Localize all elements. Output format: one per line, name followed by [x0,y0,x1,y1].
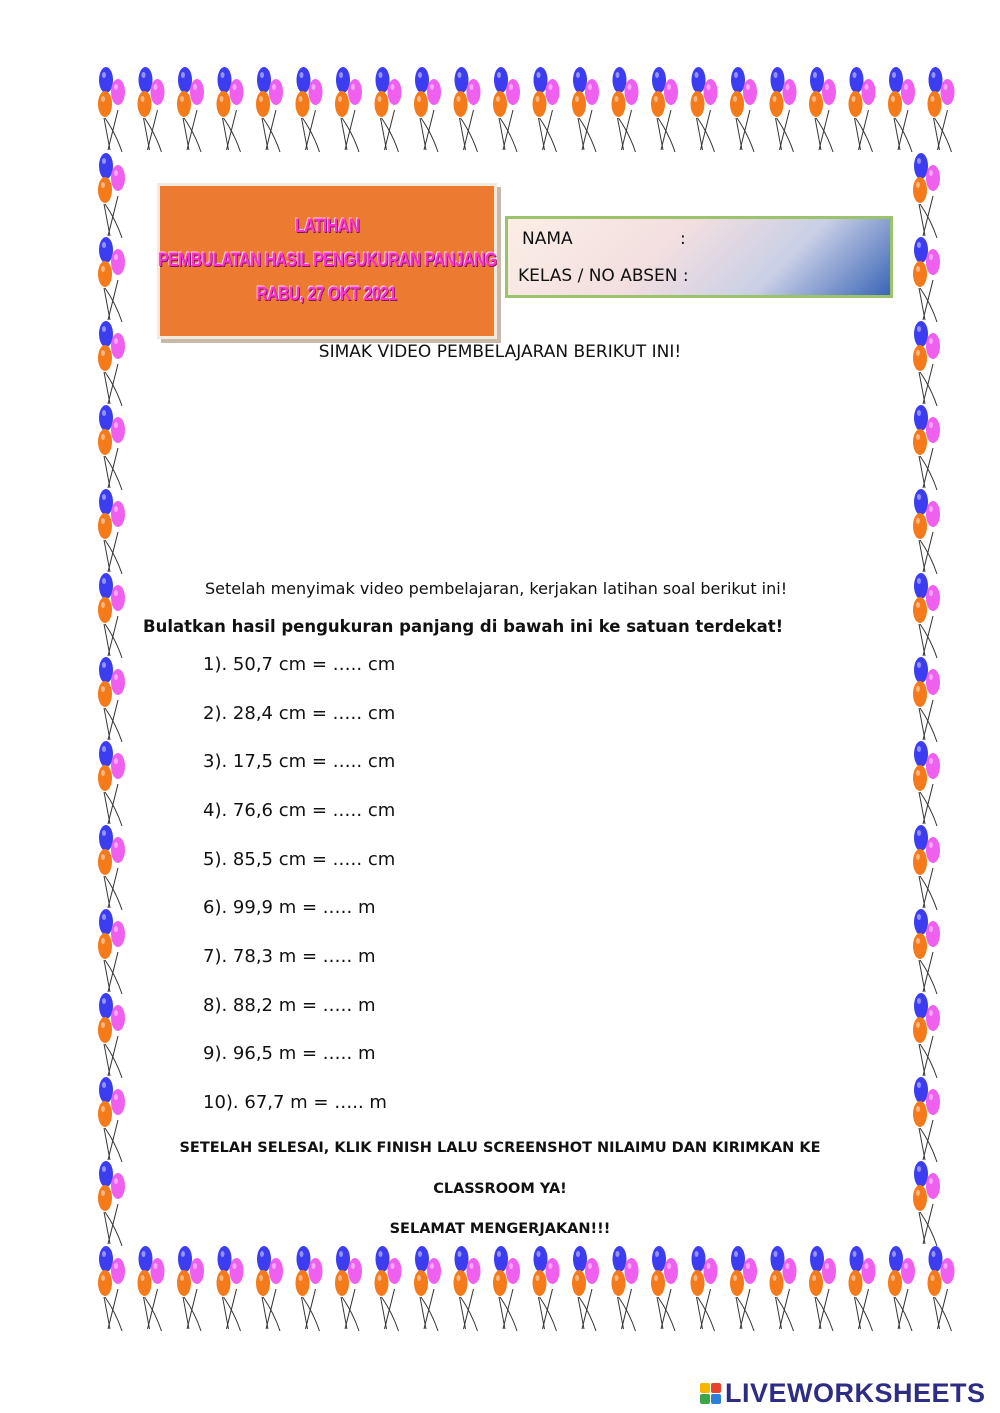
balloon-cluster [375,1246,402,1331]
balloon-cluster [533,67,560,152]
balloon-cluster [138,1246,165,1331]
balloon-cluster [913,153,940,238]
question-9: 9). 96,5 m = .…. m [203,1043,376,1064]
balloon-cluster [256,67,283,152]
balloon-cluster [335,1246,362,1331]
balloon-cluster [98,489,125,574]
balloon-cluster [533,1246,560,1331]
balloon-cluster [691,1246,718,1331]
kelas-label: KELAS / NO ABSEN : [518,266,689,286]
balloon-cluster [335,67,362,152]
question-4: 4). 76,6 cm = .…. cm [203,800,396,821]
balloon-cluster [98,573,125,658]
task-instruction: Bulatkan hasil pengukuran panjang di bawah ini ke satuan terdekat! [143,617,784,636]
balloon-cluster [217,67,244,152]
question-5: 5). 85,5 cm = .…. cm [203,849,396,870]
balloon-cluster [98,237,125,322]
nama-colon: : [680,229,686,249]
balloon-cluster [98,153,125,238]
title-line-1: LATIHAN [294,216,360,237]
balloon-cluster [730,67,757,152]
question-3: 3). 17,5 cm = ….. cm [203,751,396,772]
worksheet-title-box [157,183,497,339]
balloon-cluster [572,67,599,152]
balloon-cluster [375,67,402,152]
balloon-cluster [913,573,940,658]
balloon-cluster [414,1246,441,1331]
balloon-cluster [913,405,940,490]
balloon-cluster [770,67,797,152]
balloon-cluster [454,1246,481,1331]
balloon-cluster [177,1246,204,1331]
nama-label: NAMA [522,229,573,249]
balloon-cluster [138,67,165,152]
balloon-cluster [217,1246,244,1331]
balloon-cluster [454,67,481,152]
balloon-cluster [98,993,125,1078]
balloon-cluster [913,237,940,322]
balloon-cluster [98,909,125,994]
balloon-cluster [770,1246,797,1331]
student-identity-box [505,216,893,298]
balloon-cluster [612,1246,639,1331]
question-2: 2). 28,4 cm = .…. cm [203,703,396,724]
question-8: 8). 88,2 m = .…. m [203,995,376,1016]
balloon-cluster [256,1246,283,1331]
balloon-cluster [928,1246,955,1331]
balloon-cluster [493,1246,520,1331]
balloon-cluster [849,67,876,152]
balloon-cluster [98,321,125,406]
balloon-cluster [98,67,125,152]
balloon-cluster [98,657,125,742]
balloon-cluster [913,825,940,910]
balloon-cluster [177,67,204,152]
balloon-cluster [913,993,940,1078]
balloon-cluster [849,1246,876,1331]
liveworksheets-logo-text: LIVEWORKSHEETS [725,1378,986,1408]
title-line-2: PEMBULATAN HASIL PENGUKURAN PANJANG [157,250,497,271]
footer-instruction-1: SETELAH SELESAI, KLIK FINISH LALU SCREENSHOT NILAIMU DAN KIRIMKAN KE [179,1140,821,1156]
balloon-cluster [651,1246,678,1331]
balloon-cluster [414,67,441,152]
title-line-3: RABU, 27 OKT 2021 [256,284,398,305]
balloon-cluster [730,1246,757,1331]
balloon-cluster [928,67,955,152]
balloon-cluster [888,1246,915,1331]
balloon-cluster [98,405,125,490]
question-1: 1). 50,7 cm = ….. cm [203,654,396,675]
balloon-cluster [296,1246,323,1331]
question-7: 7). 78,3 m = .…. m [203,946,376,967]
balloon-cluster [98,825,125,910]
balloon-cluster [913,909,940,994]
balloon-cluster [296,67,323,152]
balloon-cluster [809,1246,836,1331]
footer-instruction-2: CLASSROOM YA! [433,1181,567,1197]
balloon-cluster [691,67,718,152]
video-instruction: SIMAK VIDEO PEMBELAJARAN BERIKUT INI! [318,342,682,362]
question-10: 10). 67,7 m = ….. m [203,1092,387,1113]
intro-text: Setelah menyimak video pembelajaran, kerjakan latihan soal berikut ini! [205,579,788,598]
balloon-cluster [809,67,836,152]
liveworksheets-logo-icon [700,1383,721,1404]
balloon-cluster [913,321,940,406]
footer-greeting: SELAMAT MENGERJAKAN!!! [389,1221,611,1237]
balloon-cluster [913,657,940,742]
liveworksheets-logo[interactable] [700,1378,986,1409]
balloon-cluster [612,67,639,152]
balloon-cluster [651,67,678,152]
balloon-cluster [572,1246,599,1331]
balloon-cluster [98,741,125,826]
balloon-cluster [913,741,940,826]
balloon-cluster [888,67,915,152]
balloon-cluster [493,67,520,152]
balloon-cluster [98,1246,125,1331]
balloon-cluster [913,489,940,574]
question-6: 6). 99,9 m = .…. m [203,897,376,918]
